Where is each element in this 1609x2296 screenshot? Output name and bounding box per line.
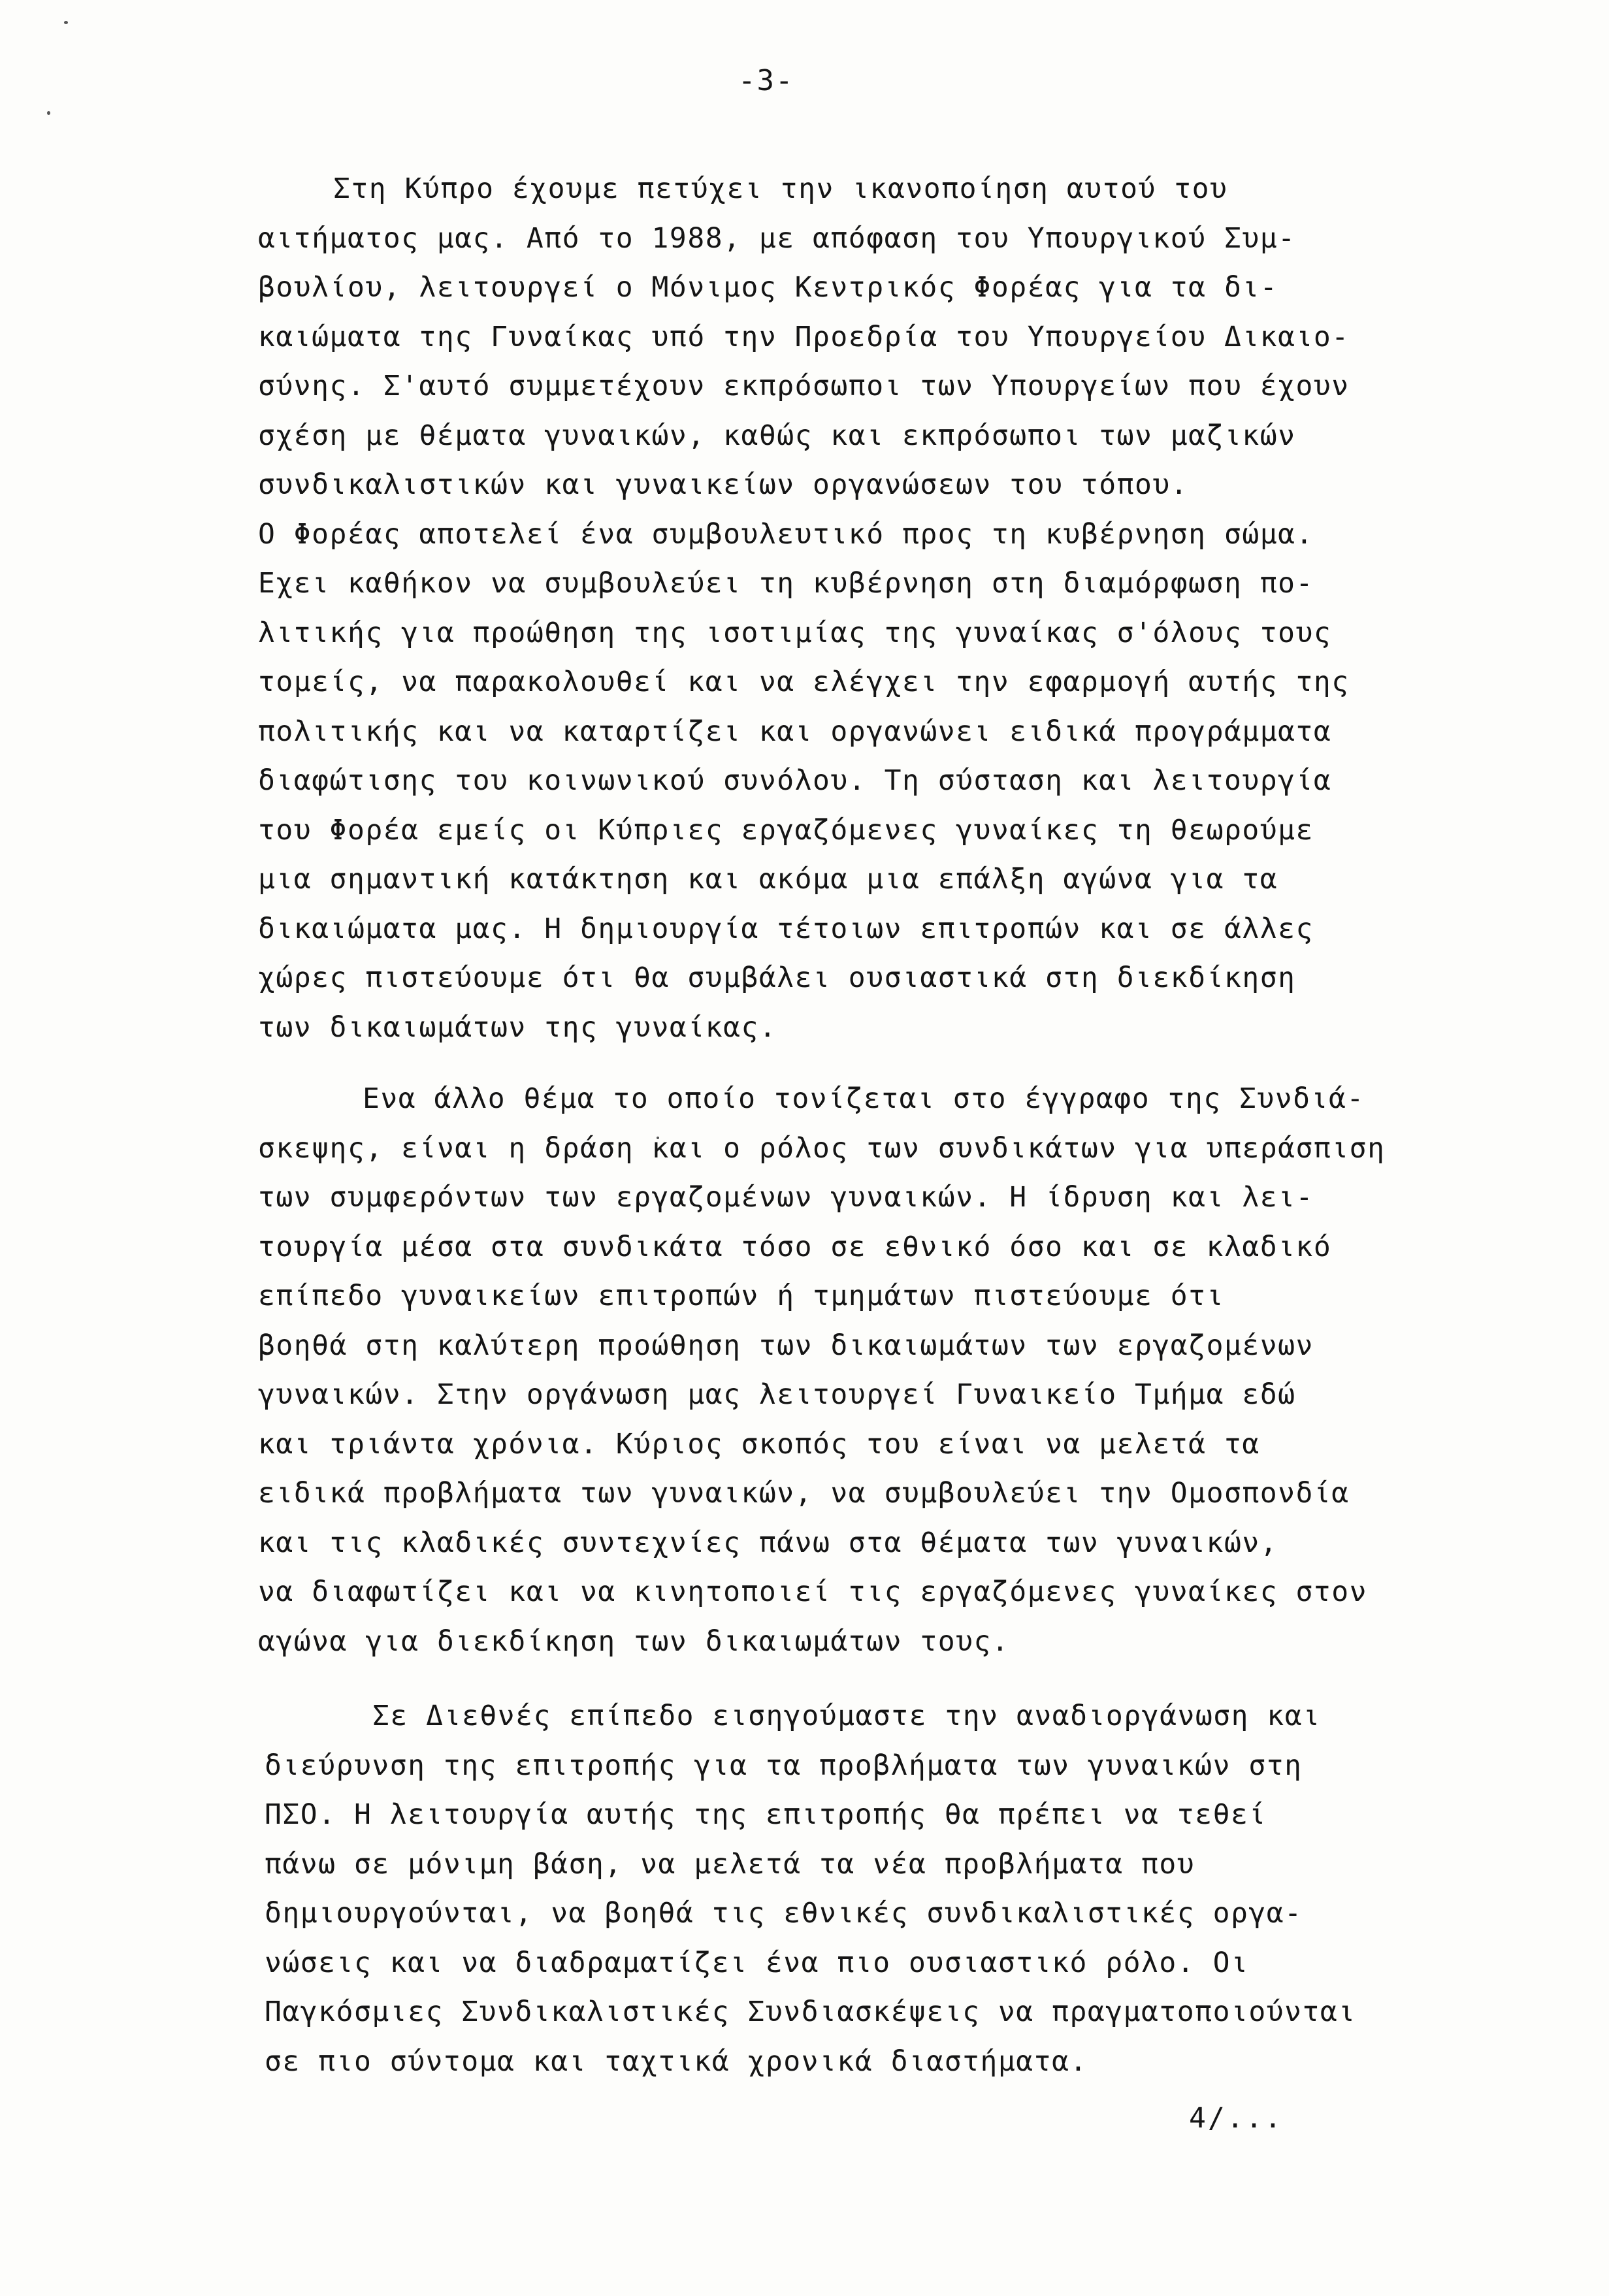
text-line: καιώματα της Γυναίκας υπό την Προεδρία του Υπουργείου Δικαιο- xyxy=(258,320,1350,353)
text-line: Ενα άλλο θέμα το οποίο τονίζεται στο έγγραφο της Συνδιά- xyxy=(363,1082,1365,1115)
text-line: σύνης. Σ'αυτό συμμετέχουν εκπρόσωποι των Υπουργείων που έχουν xyxy=(258,370,1350,402)
text-line: Παγκόσμιες Συνδικαλιστικές Συνδιασκέψεις να πραγματοποιούνται xyxy=(265,1996,1356,2028)
text-line: και τριάντα χρόνια. Κύριος σκοπός του είναι να μελετά τα xyxy=(258,1427,1260,1461)
text-line: σχέση με θέματα γυναικών, καθώς και εκπρόσωποι των μαζικών xyxy=(258,419,1296,452)
text-line: των δικαιωμάτων της γυναίκας. xyxy=(258,1011,777,1044)
text-line: και τις κλαδικές συντεχνίες πάνω στα θέματα των γυναικών, xyxy=(258,1526,1278,1559)
text-line: συνδικαλιστικών και γυναικείων οργανώσεων του τόπου. xyxy=(258,468,1189,501)
continuation-marker: 4/... xyxy=(1189,2102,1284,2135)
text-line: σκεψης, είναι η δράση και ο ρόλος των συνδικάτων για υπεράσπιση xyxy=(258,1131,1386,1165)
text-line: διαφώτισης του κοινωνικού συνόλου. Τη σύσταση και λειτουργία xyxy=(258,764,1332,797)
paragraph-diethnes xyxy=(265,1692,1356,2086)
text-line: νώσεις και να διαδραματίζει ένα πιο ουσιαστικό ρόλο. Οι xyxy=(265,1946,1249,1979)
text-line: αιτήματος μας. Από το 1988, με απόφαση του Υπουργικού Συμ- xyxy=(258,221,1296,255)
text-line: επίπεδο γυναικείων επιτροπών ή τμημάτων πιστεύουμε ότι xyxy=(258,1280,1224,1312)
text-line: των συμφερόντων των εργαζομένων γυναικών. Η ίδρυση και λει- xyxy=(258,1181,1314,1214)
text-line: ΠΣΟ. Η λειτουργία αυτής της επιτροπής θα πρέπει να τεθεί xyxy=(265,1798,1267,1831)
text-line: Εχει καθήκον να συμβουλεύει τη κυβέρνηση στη διαμόρφωση πο- xyxy=(258,567,1314,600)
text-line: αγώνα για διεκδίκηση των δικαιωμάτων τους. xyxy=(258,1625,1010,1658)
text-line: τουργία μέσα στα συνδικάτα τόσο σε εθνικό όσο και σε κλαδικό xyxy=(258,1230,1332,1263)
paragraph-syndikata xyxy=(258,1075,1385,1666)
scan-speck xyxy=(64,21,68,24)
page-number: -3- xyxy=(738,64,794,97)
text-line: λιτικής για προώθηση της ισοτιμίας της γυναίκας σ'όλους τους xyxy=(258,616,1332,649)
text-line: δημιουργούνται, να βοηθά τις εθνικές συνδικαλιστικές οργα- xyxy=(265,1897,1303,1930)
scan-speck xyxy=(47,111,50,115)
text-line: Σε Διεθνές επίπεδο εισηγούμαστε την αναδιοργάνωση και xyxy=(372,1700,1321,1732)
text-line: σε πιο σύντομα και ταχτικά χρονικά διαστήματα. xyxy=(265,2045,1088,2078)
text-line: Ο Φορέας αποτελεί ένα συμβουλευτικό προς τη κυβέρνηση σώμα. xyxy=(258,517,1314,551)
paragraph-foreas xyxy=(258,165,1350,1052)
text-line: γυναικών. Στην οργάνωση μας λειτουργεί Γυναικείο Τμήμα εδώ xyxy=(258,1378,1296,1411)
text-line: χώρες πιστεύουμε ότι θα συμβάλει ουσιαστικά στη διεκδίκηση xyxy=(258,962,1296,994)
text-line: μια σημαντική κατάκτηση και ακόμα μια επάλξη αγώνα για τα xyxy=(258,863,1278,896)
text-line: δικαιώματα μας. Η δημιουργία τέτοιων επιτροπών και σε άλλες xyxy=(258,912,1314,945)
text-line: βοηθά στη καλύτερη προώθηση των δικαιωμάτων των εργαζομένων xyxy=(258,1329,1314,1362)
text-line: τομείς, να παρακολουθεί και να ελέγχει την εφαρμογή αυτής της xyxy=(258,666,1350,698)
text-line: Στη Κύπρο έχουμε πετύχει την ικανοποίηση αυτού του xyxy=(333,172,1228,205)
text-line: του Φορέα εμείς οι Κύπριες εργαζόμενες γυναίκες τη θεωρούμε xyxy=(258,813,1314,847)
text-line: πάνω σε μόνιμη βάση, να μελετά τα νέα προβλήματα που xyxy=(265,1847,1195,1881)
text-line: να διαφωτίζει και να κινητοποιεί τις εργαζόμενες γυναίκες στον xyxy=(258,1576,1368,1608)
text-line: πολιτικής και να καταρτίζει και οργανώνει ειδικά προγράμματα xyxy=(258,715,1332,748)
text-line: ειδικά προβλήματα των γυναικών, να συμβουλεύει την Ομοσπονδία xyxy=(258,1477,1350,1510)
text-line: βουλίου, λειτουργεί ο Μόνιμος Κεντρικός Φορέας για τα δι- xyxy=(258,271,1278,304)
text-line: διεύρυνση της επιτροπής για τα προβλήματα των γυναικών στη xyxy=(265,1749,1303,1782)
